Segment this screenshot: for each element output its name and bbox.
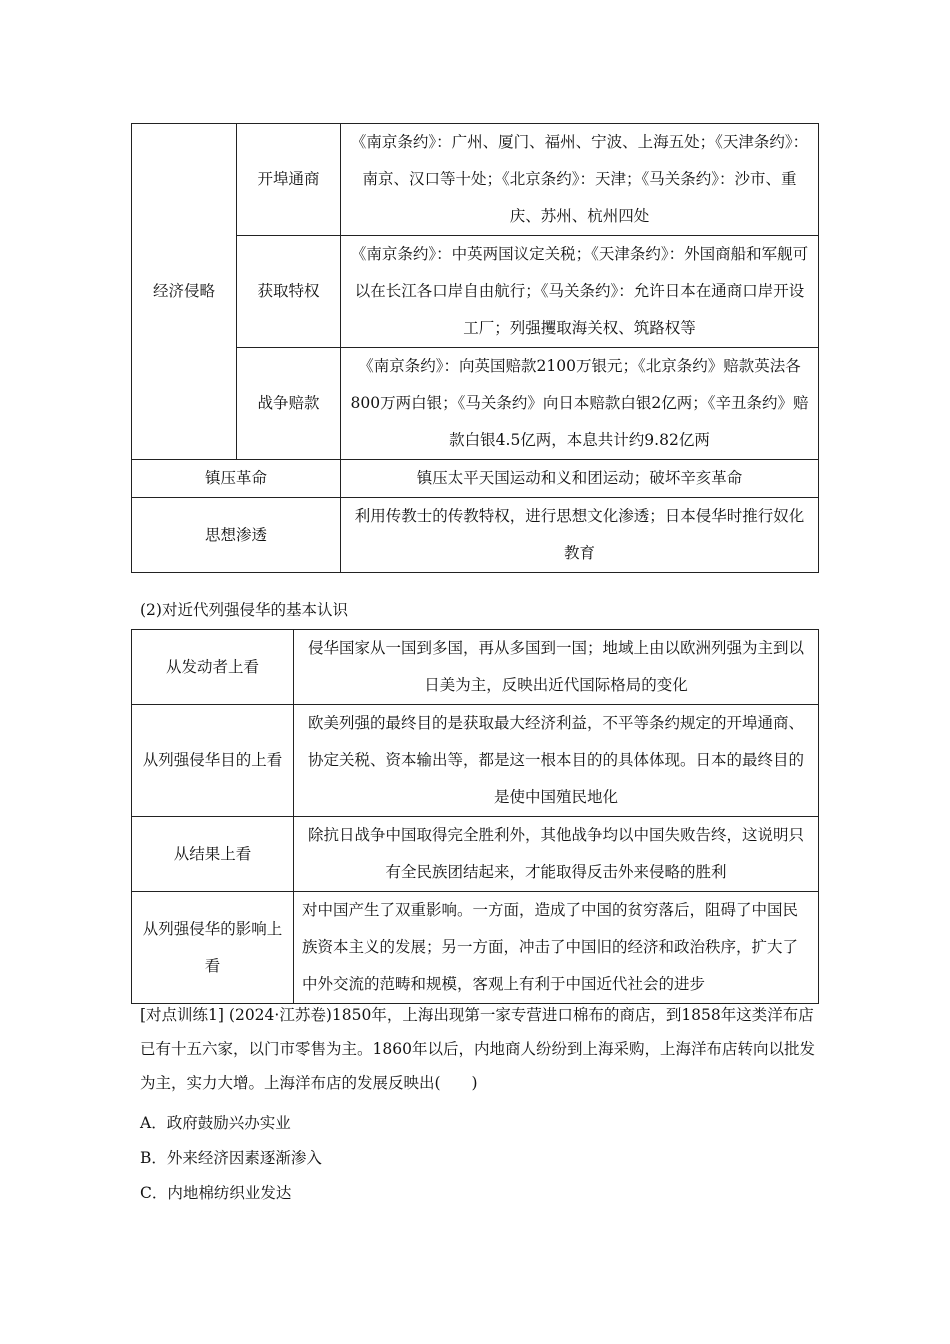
row-label-ideology: 思想渗透	[132, 498, 341, 573]
exercise-question: 1850年，上海出现第一家专营进口棉布的商店，到1858年这类洋布店已有十五六家，以门市零售为主。1860年以后，内地商人纷纷到上海采购，上海洋布店转向以批发为主，实力大增。上海洋布店的发展反映出( )	[140, 1006, 815, 1092]
invasion-means-table	[131, 123, 819, 573]
row-label-open-ports: 开埠通商	[237, 124, 341, 236]
row-content-indemnity: 《南京条约》：向英国赔款2100万银元；《北京条约》赔款英法各800万两白银；《马关条约》向日本赔款白银2亿两；《辛丑条约》赔款白银4.5亿两，本息共计约9.82亿两	[341, 348, 819, 460]
row-content-open-ports: 《南京条约》：广州、厦门、福州、宁波、上海五处；《天津条约》：南京、汉口等十处；《北京条约》：天津；《马关条约》：沙市、重庆、苏州、杭州四处	[341, 124, 819, 236]
aspect-content: 对中国产生了双重影响。一方面，造成了中国的贫穷落后，阻碍了中国民族资本主义的发展；另一方面，冲击了中国旧的经济和政治秩序，扩大了中外交流的范畴和规模，客观上有利于中国近代社会的进步	[294, 892, 819, 1004]
option-c[interactable]: C．内地棉纺织业发达	[140, 1184, 292, 1202]
option-a[interactable]: A．政府鼓励兴办实业	[140, 1114, 291, 1132]
section-title: (2)对近代列强侵华的基本认识	[140, 601, 348, 619]
option-b[interactable]: B．外来经济因素逐渐渗入	[140, 1149, 322, 1167]
row-content-suppress: 镇压太平天国运动和义和团运动；破坏辛亥革命	[341, 460, 819, 498]
exercise-tag: [对点训练1]	[140, 1006, 224, 1024]
aspect-content: 欧美列强的最终目的是获取最大经济利益，不平等条约规定的开埠通商、协定关税、资本输出等，都是这一根本目的的具体体现。日本的最终目的是使中国殖民地化	[294, 705, 819, 817]
basic-understanding-table	[131, 629, 819, 1004]
row-content-privileges: 《南京条约》：中英两国议定关税；《天津条约》：外国商船和军舰可以在长江各口岸自由航行；《马关条约》：允许日本在通商口岸开设工厂；列强攫取海关权、筑路权等	[341, 236, 819, 348]
exercise-source: (2024·江苏卷)	[228, 1006, 332, 1024]
row-content-ideology: 利用传教士的传教特权，进行思想文化渗透；日本侵华时推行奴化教育	[341, 498, 819, 573]
row-label-privileges: 获取特权	[237, 236, 341, 348]
aspect-label: 从发动者上看	[132, 630, 294, 705]
aspect-content: 除抗日战争中国取得完全胜利外，其他战争均以中国失败告终，这说明只有全民族团结起来，才能取得反击外来侵略的胜利	[294, 817, 819, 892]
exercise-stem	[140, 998, 820, 1100]
aspect-label: 从列强侵华的影响上看	[132, 892, 294, 1004]
economic-invasion-label: 经济侵略	[132, 124, 237, 460]
aspect-content: 侵华国家从一国到多国，再从多国到一国；地域上由以欧洲列强为主到以日美为主，反映出近代国际格局的变化	[294, 630, 819, 705]
aspect-label: 从列强侵华目的上看	[132, 705, 294, 817]
aspect-label: 从结果上看	[132, 817, 294, 892]
row-label-suppress: 镇压革命	[132, 460, 341, 498]
row-label-indemnity: 战争赔款	[237, 348, 341, 460]
